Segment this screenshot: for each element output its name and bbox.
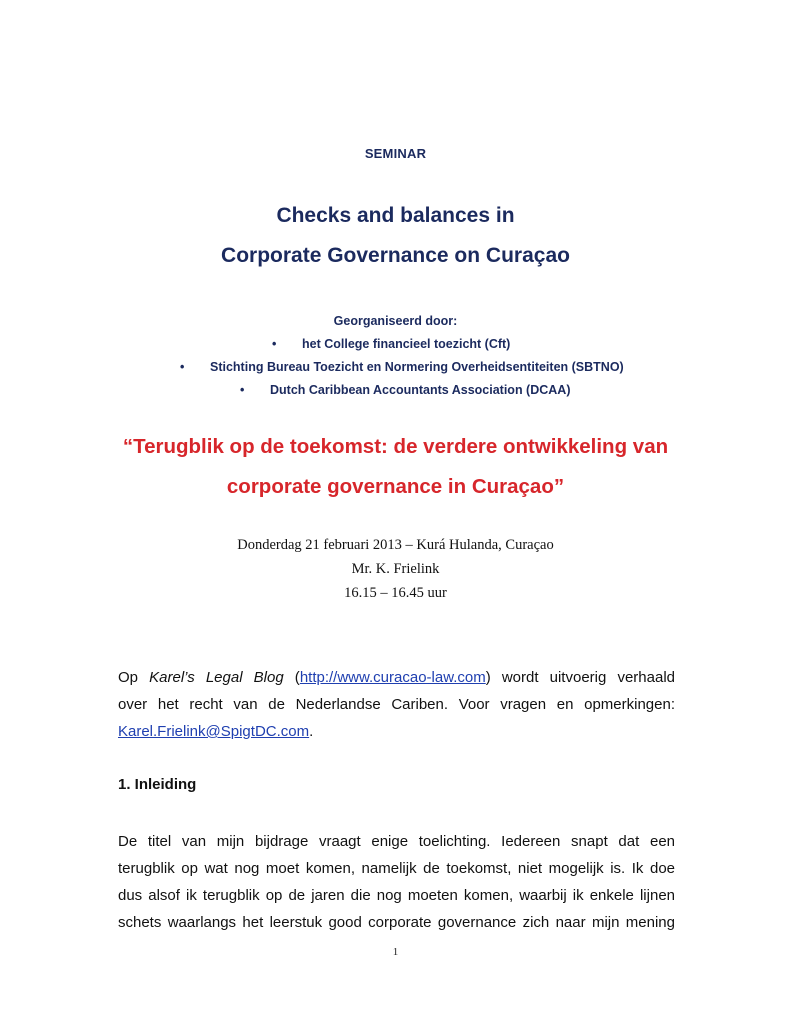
paragraph-line: De titel van mijn bijdrage vraagt enige toelichting. Iedereen snapt dat een (118, 833, 675, 850)
organizer-name: het College financieel toezicht (Cft) (302, 337, 511, 351)
organizer-item (180, 360, 624, 374)
lecture-title-line-2: corporate governance in Curaçao” (226, 475, 565, 498)
bullet-icon: • (240, 383, 245, 397)
page-number: 1 (392, 946, 399, 958)
organizers-label: Georganiseerd door: (333, 314, 458, 328)
organizer-name: Dutch Caribbean Accountants Association (DCAA) (270, 383, 571, 397)
blog-url-link[interactable]: http://www.curacao-law.com (299, 669, 486, 686)
paragraph-line (118, 718, 675, 745)
seminar-kicker: SEMINAR (364, 146, 427, 161)
intro-paragraph (118, 664, 675, 745)
blog-name: Karel’s Legal Blog (149, 669, 284, 686)
text-span: . (309, 723, 314, 740)
speaker-name: Mr. K. Frielink (351, 561, 440, 577)
text-span: ( (283, 669, 300, 686)
text-span: Op (118, 669, 150, 686)
paragraph-line: dus alsof ik terugblik op de jaren die nog moeten komen, waarbij ik enkele lijnen (118, 887, 675, 904)
seminar-title-line-2: Corporate Governance on Curaçao (221, 244, 570, 267)
paragraph-line (118, 664, 675, 691)
paragraph-line: terugblik op wat nog moet komen, namelijk de toekomst, niet mogelijk is. Ik doe (118, 860, 675, 877)
bullet-icon: • (272, 337, 277, 351)
lecture-time: 16.15 – 16.45 uur (344, 585, 447, 601)
organizer-name: Stichting Bureau Toezicht en Normering Overheidsentiteiten (SBTNO) (210, 360, 624, 374)
email-link[interactable]: Karel.Frielink@SpigtDC.com (118, 723, 310, 740)
text-span: ) wordt uitvoerig verhaald (485, 669, 675, 686)
organizer-item (240, 383, 571, 397)
section-heading: 1. Inleiding (118, 776, 197, 793)
lecture-title-line-1: “Terugblik op de toekomst: de verdere ontwikkeling van (122, 435, 669, 458)
seminar-title-line-1: Checks and balances in (276, 204, 515, 227)
date-location: Donderdag 21 februari 2013 – Kurá Hulanda, Curaçao (237, 537, 554, 553)
paragraph-line: over het recht van de Nederlandse Cariben. Voor vragen en opmerkingen: (118, 696, 675, 713)
organizer-item (272, 337, 510, 351)
bullet-icon: • (180, 360, 185, 374)
paragraph-line: schets waarlangs het leerstuk good corporate governance zich naar mijn mening (118, 914, 675, 931)
section-paragraph (118, 828, 675, 936)
